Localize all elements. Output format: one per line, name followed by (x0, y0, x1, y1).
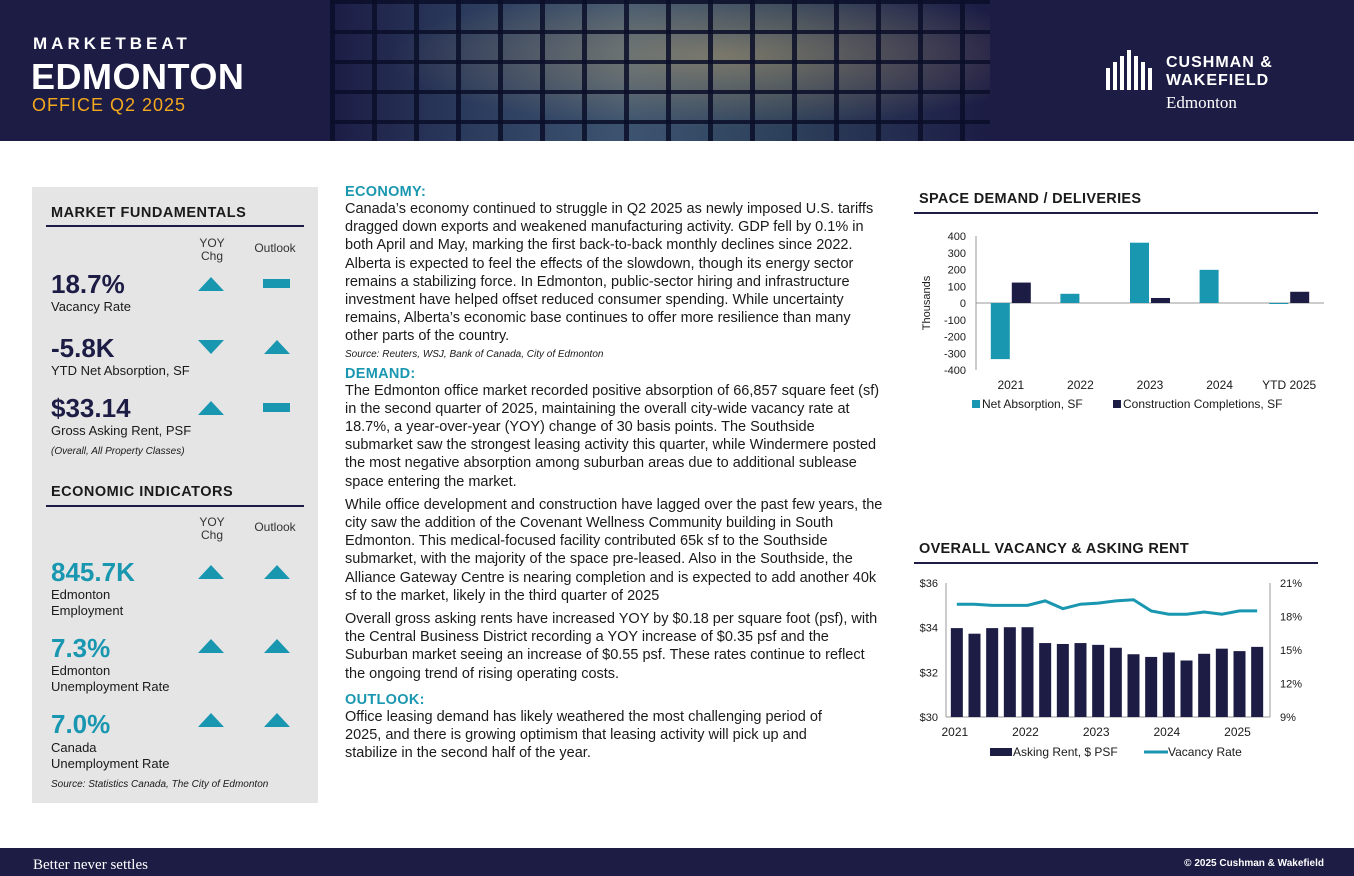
cushman-wakefield-logo (1104, 48, 1304, 118)
x-tick-label: 2021 (941, 725, 969, 739)
y-tick-label: -200 (943, 331, 966, 344)
bar (1060, 294, 1079, 303)
rent-bar (1057, 644, 1069, 717)
y-left-tick-label: $34 (919, 622, 938, 635)
yoy-up-arrow-icon (198, 401, 224, 415)
yoy-up-arrow-icon (198, 565, 224, 579)
y-right-tick-label: 12% (1280, 678, 1303, 691)
economy-source: Source: Reuters, WSJ, Bank of Canada, City of Edmonton (345, 348, 604, 360)
rent-bar (986, 628, 998, 717)
y-left-tick-label: $32 (919, 667, 938, 680)
x-tick-label: 2022 (1012, 725, 1039, 739)
bar (1012, 283, 1031, 303)
demand-heading: DEMAND: (345, 365, 416, 382)
rent-bar (1198, 654, 1210, 717)
vacancy-line (957, 600, 1257, 615)
rent-bar (1075, 643, 1087, 717)
vacancy-rate-value: 18.7% (51, 269, 125, 299)
bar (1151, 298, 1170, 303)
city-title: EDMONTON (31, 56, 245, 97)
economy-paragraph: Canada’s economy continued to struggle in Q2 2025 as newly imposed U.S. tariffs dragged down exports and weakened manufacturing activity. GDP fell by 0.1% in both April and May, marking the first back-to-back monthly declines since 2022. Alberta is expected to feel the effects of the slowdown, though its energy sector remains a stabilizing force. In Edmonton, public-sector hiring and infrastructure investment have helped offset reduced consumer spending. While uncertainty remains, Alberta’s economic base continues to offer more resilience than many other parts of the country. (345, 201, 874, 345)
rent-bar (1145, 657, 1157, 717)
legend-label: Vacancy Rate (1168, 745, 1242, 759)
rent-bar (1039, 643, 1051, 717)
economy-heading: ECONOMY: (345, 184, 427, 200)
employment-label: Edmonton Employment (51, 587, 124, 618)
canada-unemployment-label: Canada Unemployment Rate (51, 740, 170, 771)
net-absorption-value: -5.8K (51, 333, 115, 363)
divider (46, 225, 304, 227)
y-left-tick-label: $36 (919, 578, 938, 590)
yoy-up-arrow-icon (198, 713, 224, 727)
footer-copyright: © 2025 Cushman & Wakefield (1184, 858, 1324, 869)
rent-bar (1234, 651, 1246, 717)
edmonton-unemployment-label: Edmonton Unemployment Rate (51, 663, 170, 694)
footer (0, 848, 1354, 876)
legend-label: Net Absorption, SF (982, 397, 1083, 411)
bar (991, 303, 1010, 359)
x-tick-label: 2025 (1224, 725, 1251, 739)
yoy-column-header: YOY Chg (199, 515, 225, 542)
y-tick-label: 400 (947, 231, 966, 243)
chart-title: OVERALL VACANCY & ASKING RENT (919, 541, 1189, 557)
x-tick-label: 2024 (1153, 725, 1181, 739)
bar (1269, 303, 1288, 304)
outlook-heading: OUTLOOK: (345, 691, 425, 708)
bar (1290, 292, 1309, 303)
y-tick-label: 0 (959, 298, 966, 310)
rent-bar (1022, 627, 1034, 717)
x-tick-label: 2024 (1206, 378, 1233, 392)
economic-indicators-heading: ECONOMIC INDICATORS (51, 484, 234, 500)
asking-rent-value: $33.14 (51, 393, 131, 423)
outlook-up-arrow-icon (264, 565, 290, 579)
outlook-paragraph: Office leasing demand has likely weathered the most challenging period of 2025, and there is growing optimism that leasing activity will pick up and stabilize in the second half of the year. (345, 708, 822, 762)
net-absorption-label: YTD Net Absorption, SF (51, 363, 190, 378)
rent-bar (951, 628, 963, 717)
x-tick-label: 2022 (1067, 378, 1094, 392)
yoy-down-arrow-icon (198, 340, 224, 354)
y-tick-label: 200 (947, 264, 966, 277)
legend-label: Construction Completions, SF (1123, 397, 1283, 411)
space-demand-chart (914, 222, 1334, 422)
footer-tagline: Better never settles (33, 857, 148, 873)
outlook-up-arrow-icon (264, 713, 290, 727)
divider (46, 505, 304, 507)
y-right-tick-label: 18% (1280, 611, 1303, 624)
divider (914, 562, 1318, 564)
vacancy-rent-chart (900, 568, 1340, 768)
logo-mark-icon (1104, 50, 1156, 90)
chart-title: SPACE DEMAND / DELIVERIES (919, 191, 1142, 207)
yoy-column-header: YOY Chg (199, 236, 225, 263)
yoy-up-arrow-icon (198, 277, 224, 291)
edmonton-unemployment-value: 7.3% (51, 633, 111, 663)
canada-unemployment-value: 7.0% (51, 709, 111, 739)
demand-paragraph: The Edmonton office market recorded positive absorption of 66,857 square feet (sf) in the second quarter of 2025, maintaining the overall city-wide vacancy rate at 18.7%, a year-over-year (YOY) change of 30 basis points. The Southside submarket saw the strongest leasing activity this quarter, while Windermere posted the most negative absorption among suburban areas due to additional sublease space entering the market. (345, 382, 880, 490)
rent-bar (1181, 660, 1193, 717)
rent-bar (1128, 654, 1140, 717)
rent-bar (1216, 649, 1228, 717)
rent-bar (1004, 627, 1016, 717)
rent-bar (1251, 647, 1263, 717)
rent-bar (969, 634, 981, 717)
demand-paragraph: While office development and construction have lagged over the past few years, the city saw the addition of the Covenant Wellness Community building in South Edmonton. This medical-focused facility contributed 65k sf to the Southside submarket, with the majority of the space pre-leased. Also in the Southside, the Alliance Gateway Centre is nearing completion and is expected to add another 40k sf to the market, likely in the third quarter of 2025 (345, 496, 883, 604)
legend-swatch (972, 400, 980, 408)
outlook-flat-icon (263, 279, 290, 288)
legend-swatch (1113, 400, 1121, 408)
x-tick-label: YTD 2025 (1262, 378, 1317, 392)
y-tick-label: -300 (943, 348, 966, 361)
fundamentals-panel (32, 187, 318, 803)
logo-text-line1: CUSHMAN & (1166, 54, 1273, 71)
y-left-tick-label: $30 (919, 712, 938, 724)
y-right-tick-label: 21% (1280, 578, 1303, 590)
property-class-note: (Overall, All Property Classes) (51, 446, 185, 457)
y-tick-label: 100 (947, 281, 966, 294)
y-tick-label: 300 (947, 247, 966, 260)
asking-rent-label: Gross Asking Rent, PSF (51, 423, 192, 438)
bar (1200, 270, 1219, 303)
indicators-source: Source: Statistics Canada, The City of Edmonton (51, 779, 269, 790)
employment-value: 845.7K (51, 557, 135, 587)
commentary-column (345, 184, 885, 762)
market-fundamentals-heading: MARKET FUNDAMENTALS (51, 205, 247, 221)
outlook-flat-icon (263, 403, 290, 412)
outlook-up-arrow-icon (264, 639, 290, 653)
marketbeat-label: MARKETBEAT (33, 34, 191, 53)
outlook-column-header: Outlook (254, 241, 296, 255)
logo-city: Edmonton (1166, 93, 1237, 112)
y-tick-label: -400 (943, 365, 966, 377)
y-right-tick-label: 9% (1280, 712, 1296, 724)
bar (1130, 243, 1149, 303)
x-tick-label: 2023 (1082, 725, 1110, 739)
report-subtitle: OFFICE Q2 2025 (32, 95, 187, 115)
y-axis-label: Thousands (921, 275, 933, 331)
logo-text-line2: WAKEFIELD (1166, 72, 1270, 89)
y-tick-label: -100 (943, 314, 966, 327)
demand-paragraph: Overall gross asking rents have increased YOY by $0.18 per square foot (psf), with the Central Business District recording a YOY increase of $0.35 psf and the Suburban market seeing an increase of $0.55 psf. These rates continue to reflect the ongoing trend of rising operating costs. (345, 611, 878, 682)
rent-bar (1163, 652, 1175, 717)
outlook-up-arrow-icon (264, 340, 290, 354)
rent-bar (1110, 648, 1122, 717)
yoy-up-arrow-icon (198, 639, 224, 653)
rent-bar (1092, 645, 1104, 717)
legend-swatch (990, 748, 1012, 756)
legend-label: Asking Rent, $ PSF (1013, 745, 1118, 759)
x-tick-label: 2023 (1136, 378, 1164, 392)
report-header (0, 0, 1354, 141)
outlook-column-header: Outlook (254, 520, 296, 534)
vacancy-rate-label: Vacancy Rate (51, 299, 131, 314)
divider (914, 212, 1318, 214)
y-right-tick-label: 15% (1280, 645, 1303, 657)
x-tick-label: 2021 (997, 378, 1025, 392)
header-building-photo (330, 0, 990, 141)
